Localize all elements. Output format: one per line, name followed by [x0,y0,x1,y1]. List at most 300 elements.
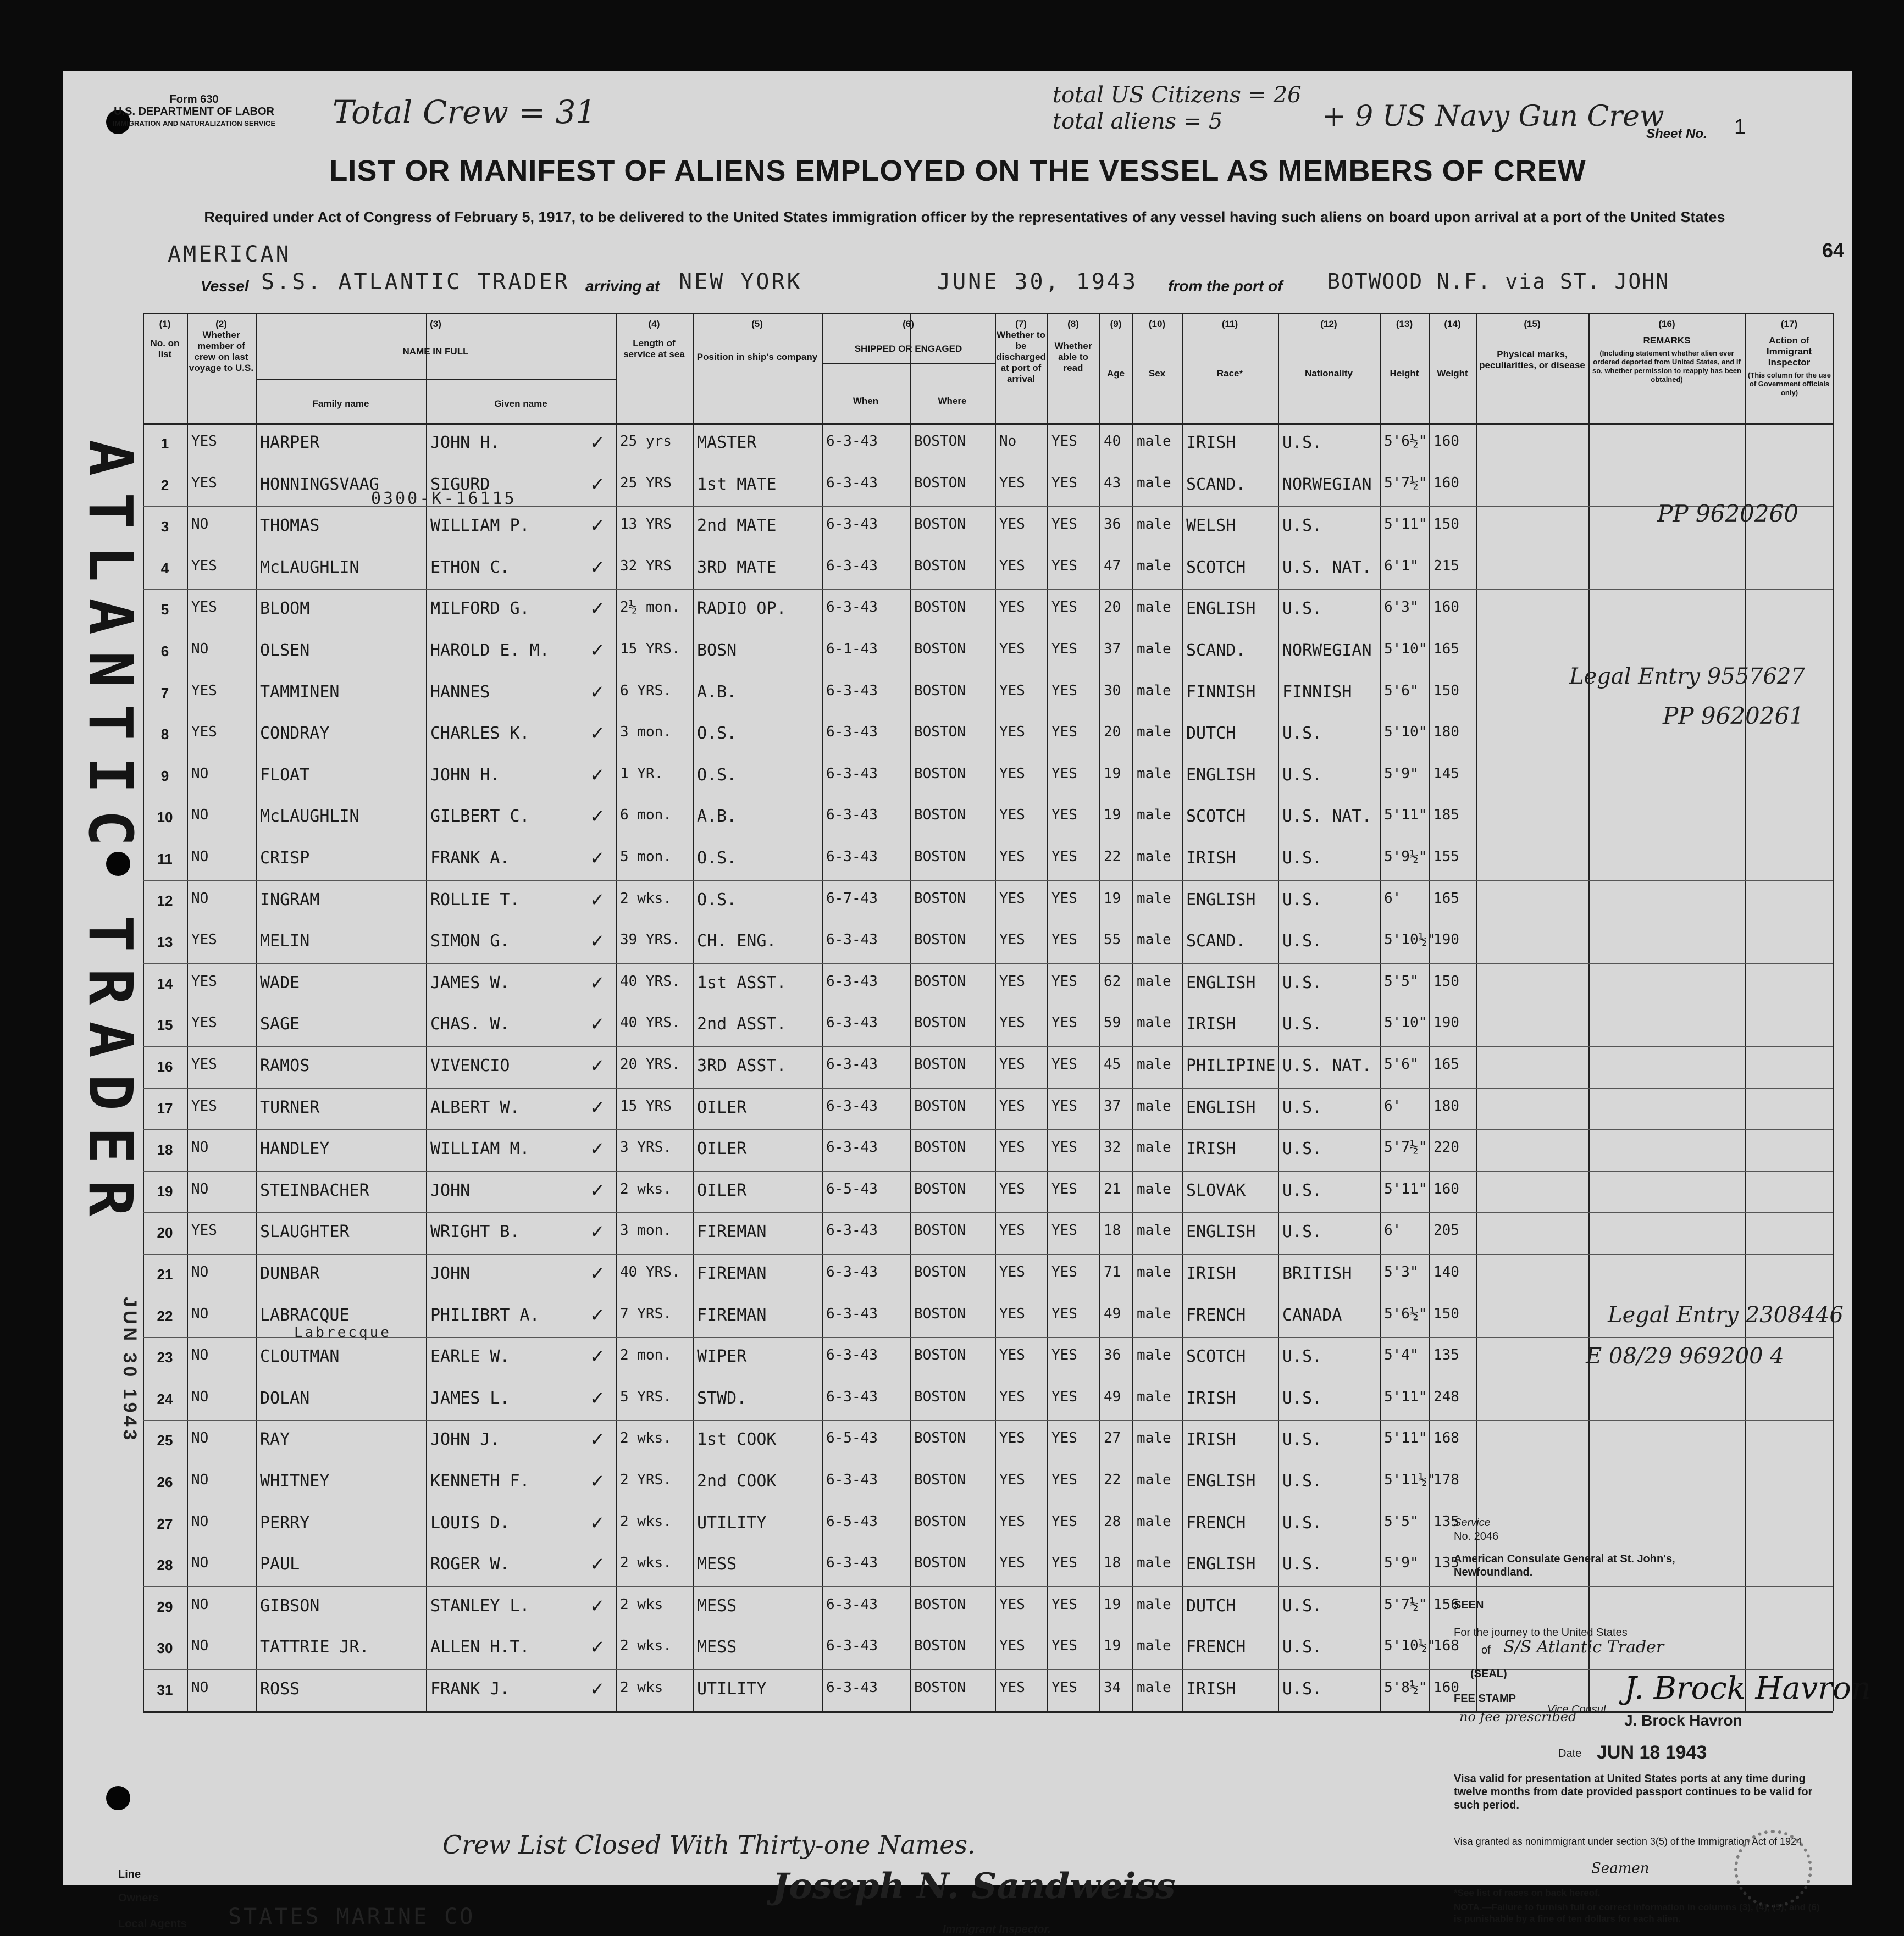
table-cell-age: 45 [1104,1056,1121,1073]
table-cell-age: 40 [1104,433,1121,450]
table-cell-read: YES [1051,973,1077,990]
table-cell-sex: male [1137,973,1171,990]
table-cell-nationality: CANADA [1282,1305,1342,1325]
table-cell-discharged: YES [999,516,1025,533]
table-cell-where: BOSTON [914,973,966,990]
table-cell-height: 5'6½" [1384,433,1427,450]
table-cell-height: 5'10½" [1384,931,1436,948]
visa-of-value: S/S Atlantic Trader [1503,1638,1664,1657]
table-cell-nationality: U.S. [1282,1222,1322,1242]
table-cell-no: 28 [157,1557,173,1574]
table-cell-family: STEINBACHER [260,1180,369,1200]
header-whether-member: Whether member of crew on last voyage to U.S. [189,330,254,373]
table-cell-sex: male [1137,1180,1171,1197]
table-cell-family: SAGE [260,1014,300,1034]
table-cell-service: 6 mon. [620,807,672,824]
table-cell-service: 2 wks. [620,1430,672,1447]
table-cell-position: FIREMAN [697,1222,767,1242]
table-cell-service: 7 YRS. [620,1305,672,1322]
table-cell-read: YES [1051,1430,1077,1447]
races-note: *See list of races on back hereof. [1454,1888,1601,1898]
table-cell-sex: male [1137,765,1171,782]
table-cell-weight: 190 [1433,931,1459,948]
table-cell-height: 5'7½" [1384,474,1427,491]
table-cell-race: IRISH [1186,1139,1236,1159]
header-able-read: Whether able to read [1054,341,1092,373]
table-cell-position: FIREMAN [697,1305,767,1325]
table-cell-family: HANDLEY [260,1139,330,1159]
header-family-name: Family name [312,398,369,409]
table-cell-given: HAROLD E. M. [430,641,550,660]
table-cell-when: 6-7-43 [826,890,878,907]
table-cell-nationality: U.S. NAT. [1282,807,1372,826]
visa-seen: SEEN [1454,1599,1484,1611]
visa-vice-consul: Vice Consul [1547,1704,1606,1716]
consul-signature: J. Brock Havron [1624,1671,1871,1706]
table-cell-read: YES [1051,890,1077,907]
header-remarks-note: (Including statement whether alien ever ordered deported from United States, and if so, whether permission to reapply has been obtained) [1592,349,1741,384]
table-cell-service: 2 wks. [620,1638,672,1655]
nota: NOTA.—Failure to furnish full or correct information in columns (3), (4), (5), and (6) is punishable by a fine of ten dollars for each alien. [1454,1902,1820,1924]
table-cell-weight: 150 [1433,516,1459,533]
check-mark-icon: ✓ [591,1634,604,1659]
table-cell-sex: male [1137,724,1171,741]
column-number: (9) [1110,319,1122,329]
table-cell-member: YES [191,724,217,741]
check-mark-icon: ✓ [591,1427,604,1451]
table-cell-no: 7 [160,684,169,701]
table-cell-weight: 205 [1433,1222,1459,1239]
table-cell-nationality: U.S. [1282,931,1322,951]
table-cell-given: JAMES W. [430,973,510,992]
table-cell-when: 6-3-43 [826,1305,878,1322]
table-cell-read: YES [1051,516,1077,533]
table-cell-race: DUTCH [1186,1596,1236,1616]
table-cell-nationality: NORWEGIAN [1282,641,1372,660]
table-cell-no: 17 [157,1100,173,1117]
table-cell-height: 5'10" [1384,724,1427,741]
table-cell-read: YES [1051,765,1077,782]
header-nationality: Nationality [1305,368,1353,379]
table-cell-position: OILER [697,1180,747,1200]
table-cell-member: NO [191,1638,209,1655]
table-cell-family: CONDRAY [260,724,330,744]
table-cell-discharged: No [999,433,1017,450]
table-cell-family: CRISP [260,848,310,868]
table-cell-age: 22 [1104,848,1121,865]
table-cell-race: WELSH [1186,516,1236,536]
table-cell-given: JOHN [430,1180,471,1200]
table-cell-service: 2½ mon. [620,599,680,616]
table-cell-discharged: YES [999,973,1025,990]
table-cell-no: 15 [157,1017,173,1034]
table-cell-race: FRENCH [1186,1513,1246,1533]
table-cell-age: 20 [1104,724,1121,741]
table-cell-height: 5'4" [1384,1347,1419,1364]
table-cell-family: McLAUGHLIN [260,557,359,577]
table-cell-position: RADIO OP. [697,599,787,619]
table-cell-race: ENGLISH [1186,973,1256,992]
header-height: Height [1390,368,1419,379]
table-cell-age: 30 [1104,682,1121,699]
table-cell-race: ENGLISH [1186,599,1256,619]
table-cell-sex: male [1137,1264,1171,1280]
table-cell-given: CHAS. W. [430,1014,510,1034]
table-cell-age: 37 [1104,641,1121,657]
table-cell-member: NO [191,1305,209,1322]
header-weight: Weight [1437,368,1468,379]
column-number: (8) [1067,319,1079,329]
table-cell-where: BOSTON [914,1097,966,1114]
table-cell-given: FRANK A. [430,848,510,868]
table-cell-position: OILER [697,1139,747,1159]
table-cell-member: NO [191,1596,209,1613]
table-cell-sex: male [1137,1139,1171,1156]
table-cell-member: YES [191,474,217,491]
table-cell-where: BOSTON [914,1388,966,1405]
table-cell-height: 5'8½" [1384,1679,1427,1696]
table-cell-family: SLAUGHTER [260,1222,350,1242]
table-cell-family: TAMMINEN [260,682,340,702]
table-cell-member: NO [191,1513,209,1530]
table-cell-nationality: U.S. [1282,1679,1322,1699]
table-cell-member: YES [191,682,217,699]
column-number: (1) [159,319,171,329]
table-cell-discharged: YES [999,1056,1025,1073]
table-cell-family: THOMAS [260,516,320,536]
table-cell-position: O.S. [697,848,737,868]
table-cell-when: 6-3-43 [826,1222,878,1239]
table-cell-height: 6' [1384,1097,1402,1114]
table-cell-read: YES [1051,474,1077,491]
table-cell-when: 6-3-43 [826,973,878,990]
table-cell-service: 25 yrs [620,433,672,450]
table-cell-when: 6-5-43 [826,1180,878,1197]
table-cell-family: TATTRIE JR. [260,1638,369,1657]
table-cell-position: MESS [697,1638,737,1657]
table-cell-service: 5 mon. [620,848,672,865]
table-cell-service: 40 YRS. [620,973,680,990]
table-cell-sex: male [1137,1679,1171,1696]
visa-service-no: No. 2046 [1454,1530,1499,1543]
table-cell-nationality: NORWEGIAN [1282,474,1372,494]
table-cell-discharged: YES [999,890,1025,907]
check-mark-icon: ✓ [591,554,604,579]
table-cell-service: 2 YRS. [620,1472,672,1488]
table-cell-height: 5'11" [1384,807,1427,824]
column-rule [256,313,257,1711]
table-cell-given: LOUIS D. [430,1513,510,1533]
header-age: Age [1106,368,1125,379]
table-cell-weight: 156 [1433,1596,1459,1613]
table-cell-family: RAY [260,1430,290,1450]
table-cell-read: YES [1051,931,1077,948]
table-cell-no: 13 [157,934,173,951]
table-cell-no: 12 [157,892,173,909]
table-cell-family: HARPER [260,433,320,452]
table-cell-where: BOSTON [914,1222,966,1239]
table-cell-where: BOSTON [914,724,966,741]
column-number: (4) [648,319,660,329]
table-cell-member: NO [191,1555,209,1572]
table-cell-nationality: U.S. [1282,1638,1322,1657]
check-mark-icon: ✓ [591,1676,604,1700]
table-cell-discharged: YES [999,1555,1025,1572]
table-cell-nationality: U.S. [1282,765,1322,785]
header-name-in-full: NAME IN FULL [402,346,469,357]
table-cell-discharged: YES [999,557,1025,574]
table-cell-service: 2 wks [620,1679,663,1696]
table-cell-position: O.S. [697,724,737,744]
header-given-name: Given name [494,398,547,409]
table-cell-weight: 220 [1433,1139,1459,1156]
table-cell-family: TURNER [260,1097,320,1117]
visa-date-value: JUN 18 1943 [1597,1742,1707,1763]
table-cell-where: BOSTON [914,1555,966,1572]
table-cell-no: 9 [160,767,169,784]
column-number: (12) [1320,319,1337,329]
table-cell-weight: 165 [1433,1056,1459,1073]
table-cell-nationality: U.S. [1282,516,1322,536]
table-cell-age: 47 [1104,557,1121,574]
table-cell-sex: male [1137,1430,1171,1447]
table-cell-member: NO [191,1180,209,1197]
table-cell-height: 5'11" [1384,1430,1427,1447]
agents-label: Local Agents [118,1918,187,1930]
table-cell-given: JOHN [430,1264,471,1283]
table-cell-age: 34 [1104,1679,1121,1696]
table-cell-read: YES [1051,1222,1077,1239]
table-cell-read: YES [1051,557,1077,574]
table-cell-weight: 215 [1433,557,1459,574]
table-cell-service: 2 wks [620,1596,663,1613]
table-cell-member: YES [191,973,217,990]
visa-service-label: Service [1454,1517,1491,1529]
table-cell-discharged: YES [999,474,1025,491]
check-mark-icon: ✓ [591,886,604,911]
table-cell-no: 8 [160,726,169,743]
table-cell-position: CH. ENG. [697,931,777,951]
table-cell-discharged: YES [999,931,1025,948]
table-cell-race: FINNISH [1186,682,1256,702]
table-cell-no: 11 [157,851,173,867]
table-cell-family: ROSS [260,1679,300,1699]
table-cell-when: 6-5-43 [826,1430,878,1447]
table-cell-family: PAUL [260,1555,300,1574]
table-cell-height: 6' [1384,890,1402,907]
table-cell-race: SCAND. [1186,641,1246,660]
table-cell-race: ENGLISH [1186,1555,1256,1574]
table-cell-where: BOSTON [914,1056,966,1073]
table-cell-where: BOSTON [914,1139,966,1156]
table-cell-member: NO [191,807,209,824]
table-cell-sex: male [1137,1056,1171,1073]
vessel-nationality: AMERICAN [168,242,291,267]
table-cell-service: 13 YRS [620,516,672,533]
table-cell-service: 15 YRS [620,1097,672,1114]
table-cell-nationality: U.S. [1282,1139,1322,1159]
column-number: (2) [215,319,227,329]
table-cell-discharged: YES [999,1264,1025,1280]
table-cell-weight: 165 [1433,890,1459,907]
check-mark-icon: ✓ [591,720,604,745]
table-cell-read: YES [1051,1097,1077,1114]
column-number: (14) [1444,319,1461,329]
table-cell-given: WILLIAM M. [430,1139,530,1159]
table-cell-weight: 135 [1433,1347,1459,1364]
table-cell-height: 5'9" [1384,765,1419,782]
table-cell-position: STWD. [697,1388,747,1408]
table-cell-where: BOSTON [914,1513,966,1530]
table-cell-race: IRISH [1186,848,1236,868]
table-cell-sex: male [1137,1638,1171,1655]
table-cell-nationality: U.S. [1282,890,1322,909]
table-cell-nationality: U.S. [1282,433,1322,452]
check-mark-icon: ✓ [591,1344,604,1368]
shipped-header-rule [822,363,995,364]
table-cell-family: McLAUGHLIN [260,807,359,826]
table-cell-where: BOSTON [914,557,966,574]
table-cell-weight: 150 [1433,682,1459,699]
department: U.S. DEPARTMENT OF LABOR [114,106,274,118]
table-cell-nationality: U.S. [1282,1513,1322,1533]
table-cell-family: WHITNEY [260,1472,330,1491]
header-when: When [853,396,879,406]
table-cell-discharged: YES [999,1097,1025,1114]
table-cell-service: 25 YRS [620,474,672,491]
table-cell-nationality: U.S. [1282,1388,1322,1408]
table-cell-age: 19 [1104,1638,1121,1655]
table-cell-no: 23 [157,1349,173,1366]
check-mark-icon: ✓ [591,1261,604,1285]
check-mark-icon: ✓ [591,762,604,786]
table-cell-where: BOSTON [914,1472,966,1488]
table-cell-height: 5'9" [1384,1555,1419,1572]
row-rule [143,589,1833,590]
table-cell-height: 5'5" [1384,1513,1419,1530]
table-cell-family: CLOUTMAN [260,1347,340,1367]
owners-label: Owners [118,1892,159,1904]
table-cell-position: MESS [697,1596,737,1616]
table-cell-race: ENGLISH [1186,765,1256,785]
check-mark-icon: ✓ [591,1177,604,1202]
table-cell-age: 18 [1104,1222,1121,1239]
table-cell-race: IRISH [1186,1679,1236,1699]
table-cell-height: 5'7½" [1384,1596,1427,1613]
table-cell-discharged: YES [999,765,1025,782]
table-cell-read: YES [1051,1679,1077,1696]
table-cell-weight: 160 [1433,1180,1459,1197]
table-cell-where: BOSTON [914,1347,966,1364]
table-cell-age: 19 [1104,765,1121,782]
document-title: LIST OR MANIFEST OF ALIENS EMPLOYED ON THE VESSEL AS MEMBERS OF CREW [329,154,1586,187]
table-cell-age: 49 [1104,1305,1121,1322]
table-cell-family: PERRY [260,1513,310,1533]
check-mark-icon: ✓ [591,637,604,662]
table-cell-no: 5 [160,601,169,618]
check-mark-icon: ✓ [591,1219,604,1244]
table-cell-given: CHARLES K. [430,724,530,744]
handwritten-citizens: total US Citizens = 26 [1053,82,1302,108]
check-mark-icon: ✓ [591,471,604,496]
table-cell-member: NO [191,1264,209,1280]
table-cell-race: SCOTCH [1186,807,1246,826]
table-cell-member: YES [191,931,217,948]
agents-value: STATES MARINE CO [228,1904,475,1929]
table-cell-height: 5'10½" [1384,1638,1436,1655]
table-cell-service: 3 mon. [620,1222,672,1239]
header-shipped: SHIPPED OR ENGAGED [854,343,962,354]
table-cell-sex: male [1137,890,1171,907]
table-cell-given: JAMES L. [430,1388,510,1408]
table-cell-given: ROLLIE T. [430,890,520,909]
table-cell-member: YES [191,1222,217,1239]
table-cell-family: DOLAN [260,1388,310,1408]
table-cell-member: NO [191,1139,209,1156]
table-cell-position: A.B. [697,807,737,826]
header-discharged: Whether to be discharged at port of arrival [996,330,1046,384]
table-cell-given: WRIGHT B. [430,1222,520,1242]
table-cell-race: ENGLISH [1186,1097,1256,1117]
table-cell-where: BOSTON [914,807,966,824]
table-cell-when: 6-3-43 [826,931,878,948]
header-sex: Sex [1148,368,1166,379]
table-cell-service: 2 wks. [620,1180,672,1197]
document-subtitle: Required under Act of Congress of February 5, 1917, to be delivered to the United States immigration officer by the representatives of any vessel having such aliens on board upon arrival at a port of the United States [204,209,1725,225]
row-rule [143,963,1833,964]
table-cell-given: ALBERT W. [430,1097,520,1117]
table-cell-service: 15 YRS. [620,641,680,657]
table-cell-where: BOSTON [914,1264,966,1280]
remark-row-22: E 08/29 969200 4 [1586,1344,1784,1369]
table-cell-when: 6-3-43 [826,807,878,824]
table-cell-race: IRISH [1186,1014,1236,1034]
table-cell-weight: 145 [1433,765,1459,782]
table-cell-nationality: FINNISH [1282,682,1352,702]
table-cell-read: YES [1051,641,1077,657]
table-cell-service: 32 YRS [620,557,672,574]
table-cell-when: 6-3-43 [826,1056,878,1073]
table-cell-when: 6-3-43 [826,1555,878,1572]
table-cell-position: 3RD MATE [697,557,777,577]
table-cell-family: OLSEN [260,641,310,660]
inspector-label: Immigrant Inspector. [943,1923,1051,1935]
table-cell-when: 6-3-43 [826,682,878,699]
table-cell-member: YES [191,599,217,616]
column-number: (3) [430,319,441,329]
table-cell-race: IRISH [1186,1430,1236,1450]
table-cell-where: BOSTON [914,433,966,450]
table-cell-family: HONNINGSVAAG [260,474,379,494]
table-cell-no: 3 [160,518,169,535]
table-cell-age: 62 [1104,973,1121,990]
table-cell-weight: 155 [1433,848,1459,865]
table-cell-sex: male [1137,474,1171,491]
remark-row-6: Legal Entry 9557627 [1569,664,1805,689]
table-cell-weight: 160 [1433,433,1459,450]
table-cell-family: DUNBAR [260,1264,320,1283]
table-cell-no: 1 [160,435,169,452]
table-cell-no: 19 [157,1183,173,1200]
table-cell-when: 6-3-43 [826,848,878,865]
table-cell-race: SCAND. [1186,474,1246,494]
table-cell-nationality: U.S. [1282,1347,1322,1367]
row-rule [143,1669,1833,1670]
table-cell-service: 40 YRS. [620,1264,680,1280]
table-cell-sex: male [1137,1347,1171,1364]
table-cell-discharged: YES [999,1430,1025,1447]
table-cell-where: BOSTON [914,765,966,782]
